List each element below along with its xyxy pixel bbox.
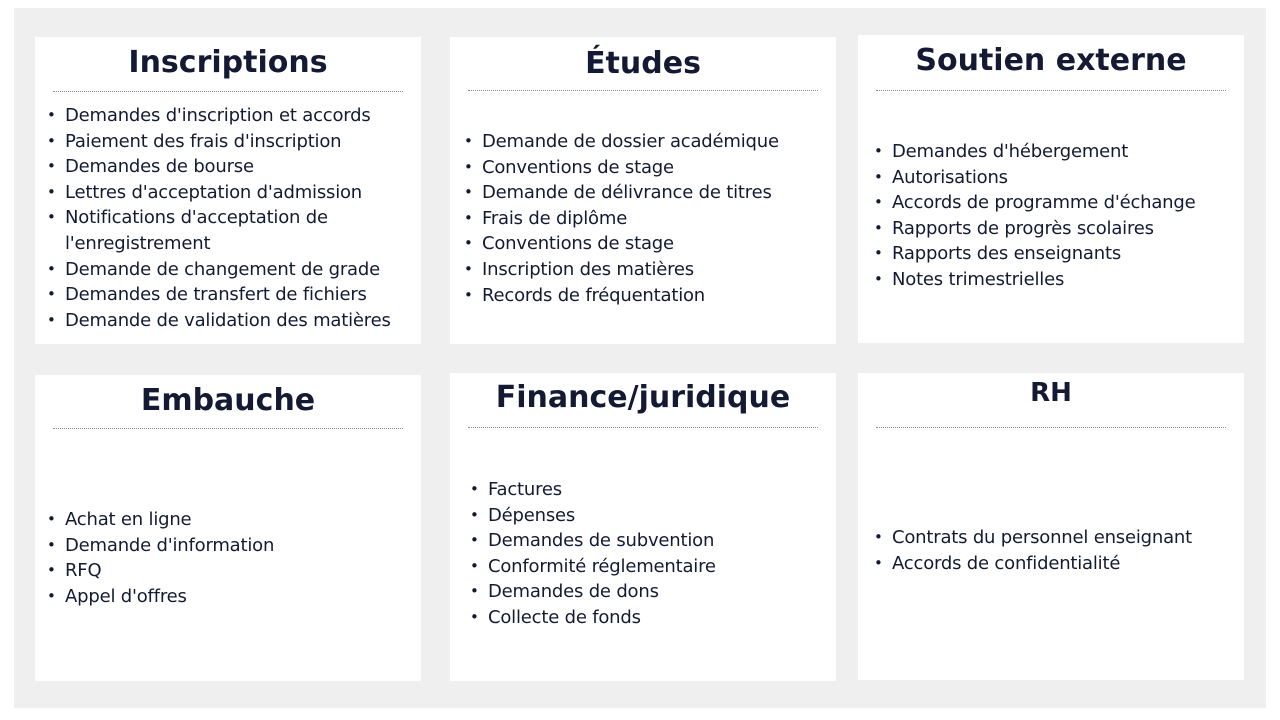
- list-item: • Inscription des matières: [464, 257, 828, 283]
- card-finance-juridique: [450, 373, 836, 681]
- divider: [53, 91, 403, 92]
- list-item: • Demandes d'inscription et accords: [47, 103, 413, 129]
- bullet-list: [874, 139, 1236, 293]
- list-item: • Demandes de dons: [470, 579, 828, 605]
- card-title: Inscriptions: [128, 45, 328, 80]
- list-item: • Conventions de stage: [464, 155, 828, 181]
- list-item: • Demandes d'hébergement: [874, 139, 1236, 165]
- list-item: • Notifications d'acceptation de l'enregistrement: [47, 205, 413, 256]
- list-item: • Autorisations: [874, 165, 1236, 191]
- divider: [468, 427, 818, 428]
- list-item: • Notes trimestrielles: [874, 267, 1236, 293]
- list-item: • Collecte de fonds: [470, 605, 828, 631]
- list-item: • Rapports des enseignants: [874, 241, 1236, 267]
- card-title: Soutien externe: [915, 43, 1187, 78]
- list-item: • Demande de changement de grade: [47, 257, 413, 283]
- bullet-list: [470, 477, 828, 631]
- list-item: • Demandes de subvention: [470, 528, 828, 554]
- list-item: • Demande de délivrance de titres: [464, 180, 828, 206]
- bullet-list: [874, 525, 1236, 576]
- card-embauche: [35, 375, 421, 681]
- bullet-list: [47, 103, 413, 333]
- card-soutien-externe: [858, 35, 1244, 343]
- list-item: • Accords de programme d'échange: [874, 190, 1236, 216]
- list-item: • Rapports de progrès scolaires: [874, 216, 1236, 242]
- list-item: • Demande de dossier académique: [464, 129, 828, 155]
- list-item: • Dépenses: [470, 503, 828, 529]
- divider: [876, 427, 1226, 428]
- card-title: Embauche: [140, 383, 316, 418]
- list-item: • Accords de confidentialité: [874, 551, 1236, 577]
- list-item: • Demande d'information: [47, 533, 413, 559]
- card-title: Finance/juridique: [495, 380, 791, 415]
- bullet-list: [464, 129, 828, 308]
- list-item: • Records de fréquentation: [464, 283, 828, 309]
- list-item: • Conformité réglementaire: [470, 554, 828, 580]
- list-item: • Frais de diplôme: [464, 206, 828, 232]
- card-inscriptions: [35, 37, 421, 344]
- bullet-list: [47, 507, 413, 609]
- list-item: • Achat en ligne: [47, 507, 413, 533]
- list-item: • Lettres d'acceptation d'admission: [47, 180, 413, 206]
- list-item: • Paiement des frais d'inscription: [47, 129, 413, 155]
- divider: [53, 428, 403, 429]
- list-item: • Demandes de bourse: [47, 154, 413, 180]
- list-item: • Factures: [470, 477, 828, 503]
- list-item: • RFQ: [47, 558, 413, 584]
- list-item: • Conventions de stage: [464, 231, 828, 257]
- list-item: • Contrats du personnel enseignant: [874, 525, 1236, 551]
- card-title: Études: [585, 46, 701, 81]
- card-rh: [858, 373, 1244, 680]
- card-etudes: [450, 37, 836, 344]
- card-title: RH: [1030, 378, 1072, 408]
- divider: [876, 90, 1226, 91]
- list-item: • Appel d'offres: [47, 584, 413, 610]
- list-item: • Demande de validation des matières: [47, 308, 413, 334]
- divider: [468, 90, 818, 91]
- list-item: • Demandes de transfert de fichiers: [47, 282, 413, 308]
